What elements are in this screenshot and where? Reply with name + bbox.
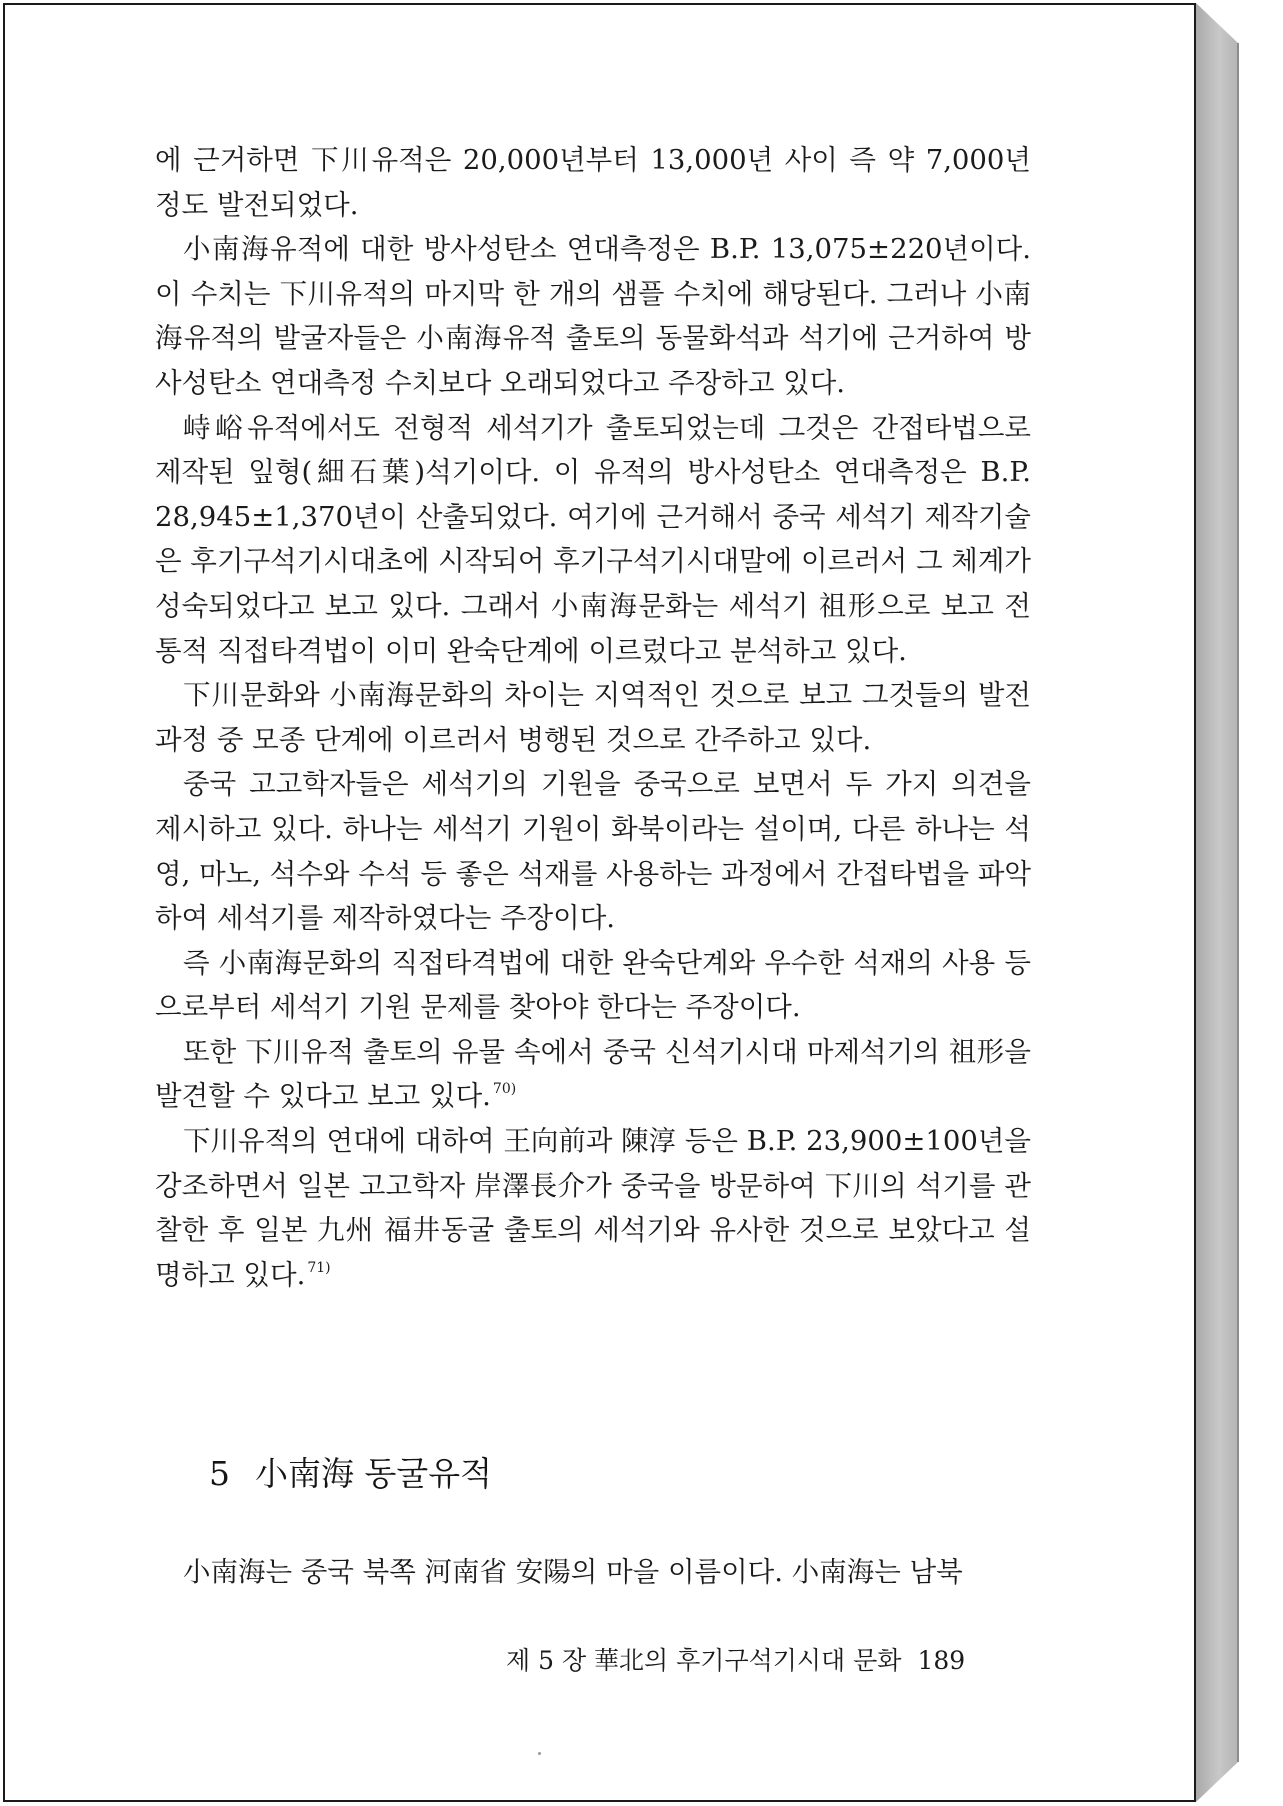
section-title: 小南海 동굴유적 xyxy=(255,1454,493,1493)
section-heading xyxy=(209,1448,492,1495)
paragraph-8: 下川유적의 연대에 대하여 王向前과 陳淳 등은 B.P. 23,900±100년을 강조하면서 일본 고고학자 岸澤長介가 중국을 방문하여 下川의 석기를 관찰한 후 일본 九州 福井동굴 출토의 세석기와 유사한 것으로 보았다고 설명하고 있다. $^{71)}$ xyxy=(155,1125,1031,1291)
paragraph-3: 峙峪유적에서도 전형적 세석기가 출토되었는데 그것은 간접타법으로 제작된 잎형(細石葉)석기이다. 이 유적의 방사성탄소 연대측정은 B.P. 28,945±1,370년이 산출되었다. 여기에 근거해서 중국 세석기 제작기술은 후기구석기시대초에 시작되어 후기구석기시대말에 이르러서 그 체계가 성숙되었다고 보고 있다. 그래서 小南海문화는 세석기 祖形으로 보고 전통적 직접타격법이 이미 완숙단계에 이르렀다고 분석하고 있다. xyxy=(155,411,1031,667)
paragraph-2: 小南海유적에 대한 방사성탄소 연대측정은 B.P. 13,075±220년이다. 이 수치는 下川유적의 마지막 한 개의 샘플 수치에 해당된다. 그러나 小南海유적의 발굴자들은 小南海유적 출토의 동물화석과 석기에 근거하여 방사성탄소 연대측정 수치보다 오래되었다고 주장하고 있다. xyxy=(155,233,1031,399)
section-first-paragraph: 小南海는 중국 북쪽 河南省 安陽의 마을 이름이다. 小南海는 남북 xyxy=(183,1556,963,1588)
running-footer xyxy=(506,1641,965,1677)
chapter-title: 제 5 장 華北의 후기구석기시대 문화 xyxy=(506,1646,902,1675)
page-stack-edge xyxy=(1196,3,1238,1802)
scan-speck xyxy=(538,1752,541,1755)
page-number: 189 xyxy=(917,1646,966,1675)
paragraph-4: 下川문화와 小南海문화의 차이는 지역적인 것으로 보고 그것들의 발전과정 중 모종 단계에 이르러서 병행된 것으로 간주하고 있다. xyxy=(155,679,1031,756)
section-number: 5 xyxy=(209,1454,230,1493)
page-stack-edge-line xyxy=(1237,43,1239,1762)
body-text xyxy=(155,138,1031,1297)
paragraph-7: 또한 下川유적 출토의 유물 속에서 중국 신석기시대 마제석기의 祖形을 발견할 수 있다고 보고 있다. $^{70)}$ xyxy=(155,1035,1031,1113)
paragraph-1: 에 근거하면 下川유적은 20,000년부터 13,000년 사이 즉 약 7,000년 정도 발전되었다. xyxy=(155,144,1031,221)
paragraph-6: 즉 小南海문화의 직접타격법에 대한 완숙단계와 우수한 석재의 사용 등으로부터 세석기 기원 문제를 찾아야 한다는 주장이다. xyxy=(155,946,1031,1024)
footnote-marker-71: 71) xyxy=(307,1259,331,1276)
section-body xyxy=(155,1550,1031,1595)
paragraph-5: 중국 고고학자들은 세석기의 기원을 중국으로 보면서 두 가지 의견을 제시하고 있다. 하나는 세석기 기원이 화북이라는 설이며, 다른 하나는 석영, 마노, 석수와 수석 등 좋은 석재를 사용하는 과정에서 간접타법을 파악하여 세석기를 제작하였다는 주장이다. xyxy=(155,768,1031,935)
footnote-marker-70: 70) xyxy=(492,1081,517,1098)
